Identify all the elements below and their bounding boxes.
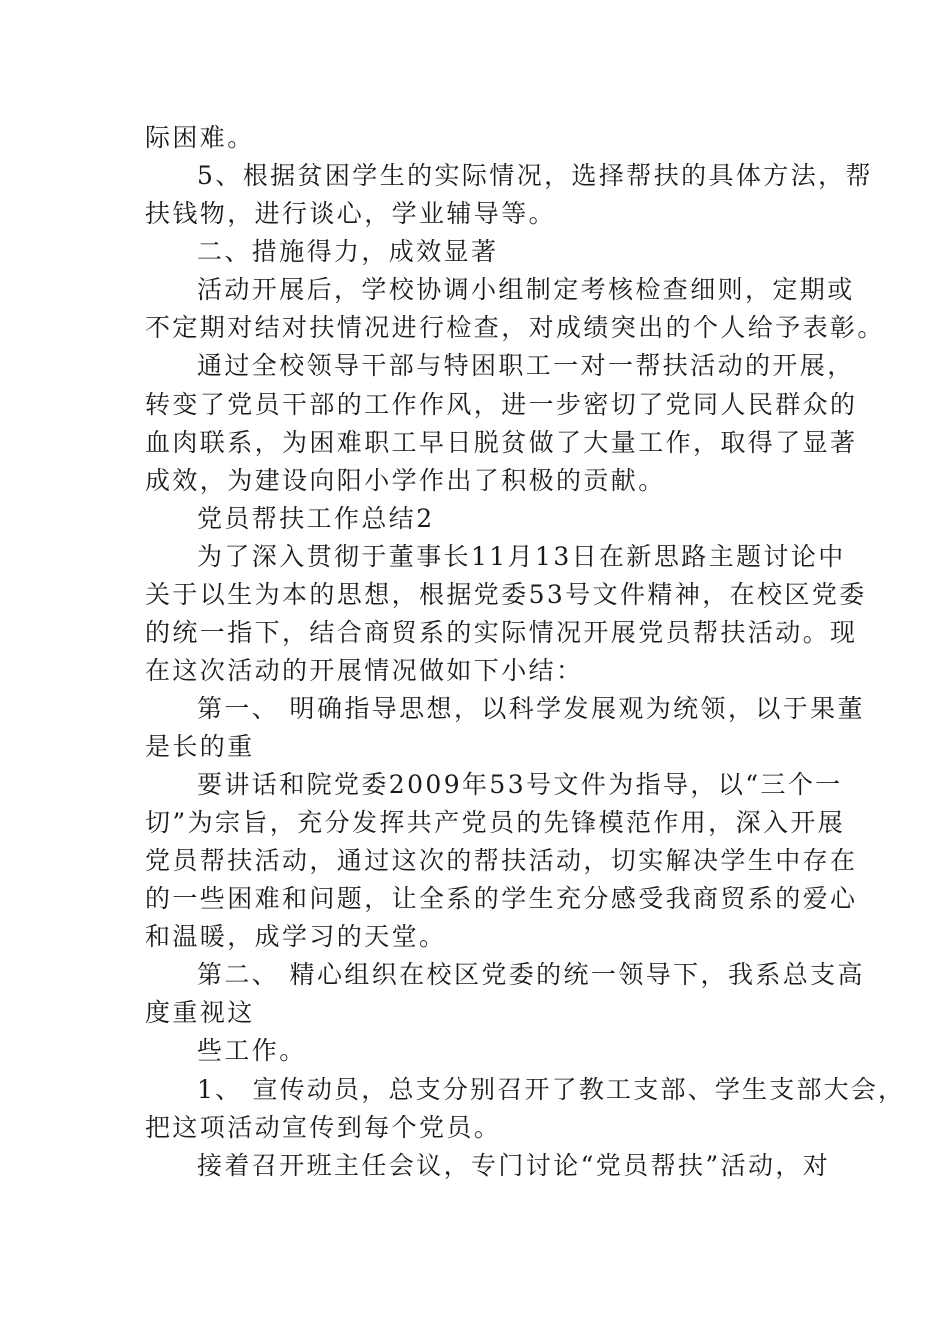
paragraph-line: 接着召开班主任会议，专门讨论“党员帮扶”活动，对: [197, 1151, 831, 1180]
paragraph-line: 血肉联系，为困难职工早日脱贫做了大量工作，取得了显著: [145, 428, 858, 457]
paragraph-line: 通过全校领导干部与特困职工一对一帮扶活动的开展，: [197, 351, 855, 380]
paragraph-line: 把这项活动宣传到每个党员。: [145, 1113, 502, 1142]
paragraph-line: 5、根据贫困学生的实际情况，选择帮扶的具体方法，帮: [197, 161, 873, 190]
paragraph-line: 扶钱物，进行谈心，学业辅导等。: [145, 199, 557, 228]
section-title: 党员帮扶工作总结2: [197, 504, 435, 533]
paragraph-line: 党员帮扶活动，通过这次的帮扶活动，切实解决学生中存在: [145, 846, 858, 875]
paragraph-line: 要讲话和院党委2009年53号文件为指导，以“三个一: [197, 770, 843, 799]
paragraph-line: 些工作。: [197, 1036, 307, 1065]
paragraph-line: 在这次活动的开展情况做如下小结：: [145, 656, 584, 685]
paragraph-line: 1、 宣传动员，总支分别召开了教工支部、学生支部大会，: [197, 1075, 906, 1104]
paragraph-line: 切”为宗旨，充分发挥共产党员的先锋模范作用，深入开展: [145, 808, 846, 837]
paragraph-line: 的统一指下，结合商贸系的实际情况开展党员帮扶活动。现: [145, 618, 858, 647]
paragraph-line: 第二、 精心组织在校区党委的统一领导下，我系总支高: [197, 960, 865, 989]
paragraph-line: 为了深入贯彻于董事长11月13日在新思路主题讨论中: [197, 542, 846, 571]
paragraph-line: 是长的重: [145, 732, 255, 761]
paragraph-line: 关于以生为本的思想，根据党委53号文件精神，在校区党委: [145, 580, 867, 609]
paragraph-line: 转变了党员干部的工作作风，进一步密切了党同人民群众的: [145, 390, 858, 419]
paragraph-line: 不定期对结对扶情况进行检查，对成绩突出的个人给予表彰。: [145, 313, 885, 342]
paragraph-line: 的一些困难和问题，让全系的学生充分感受我商贸系的爱心: [145, 884, 858, 913]
paragraph-line: 和温暖，成学习的天堂。: [145, 922, 447, 951]
paragraph-line: 成效，为建设向阳小学作出了积极的贡献。: [145, 466, 666, 495]
paragraph-line: 度重视这: [145, 998, 255, 1027]
paragraph-line: 活动开展后，学校协调小组制定考核检查细则，定期或: [197, 275, 855, 304]
paragraph-line: 第一、 明确指导思想，以科学发展观为统领，以于果董: [197, 694, 865, 723]
section-heading: 二、措施得力，成效显著: [197, 237, 499, 266]
paragraph-line: 际困难。: [145, 123, 255, 152]
